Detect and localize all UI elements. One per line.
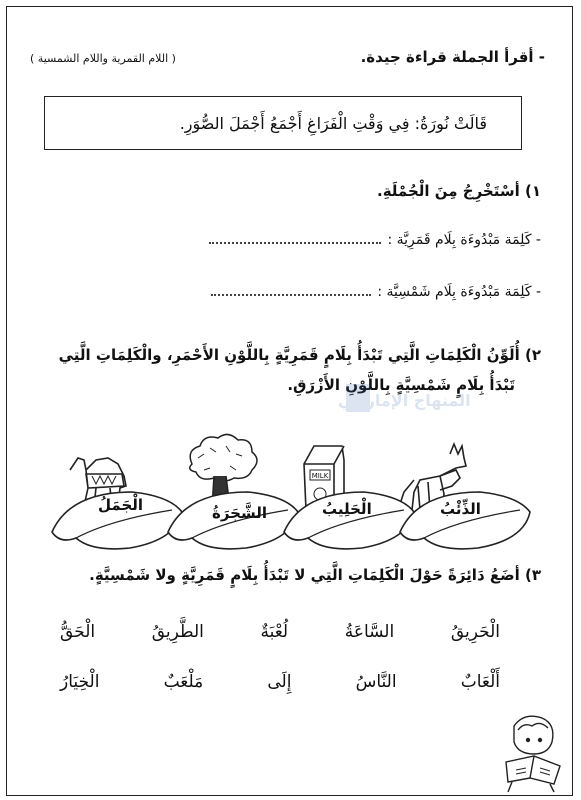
q3-word[interactable]: النَّاسُ: [355, 672, 397, 692]
q3-word[interactable]: مَلْعَبٌ: [163, 672, 204, 692]
q3-word[interactable]: إِلَى: [267, 672, 292, 692]
leaf-word-tree[interactable]: الشَّجَرَةُ: [212, 504, 268, 522]
q3-word[interactable]: الطَّرِيقُ: [151, 622, 204, 642]
reading-sentence: قَالَتْ نُورَةُ: فِي وَقْتِ الْفَرَاغِ أَجْمَعُ أَجْمَلَ الصُّوَرِ.: [179, 113, 487, 133]
answer-line[interactable]: [211, 293, 371, 296]
q3-word[interactable]: الْحَرِيقُ: [450, 622, 500, 642]
answer-line[interactable]: [209, 241, 381, 244]
milk-label: MILK: [311, 472, 329, 480]
q3-word[interactable]: لُعْبَةٌ: [260, 622, 289, 642]
leaf-word-camel[interactable]: الْجَمَلُ: [98, 496, 144, 514]
q1-item-qamari: [209, 232, 541, 248]
q3-word[interactable]: الْحَقُّ: [60, 622, 96, 642]
lesson-topic: ( اللام القمرية واللام الشمسية ): [30, 52, 176, 65]
question-2-line-1: ٢) أُلَوِّنُ الْكَلِمَاتِ الَّتِي تَبْدَأُ بِلَامٍ قَمَرِيَّةٍ بِاللَّوْنِ الأَحْمَرِ، والْكَلِمَاتِ الَّتِي: [58, 346, 541, 364]
question-3-title: ٣) أضَعُ دَائِرَةً حَوْلَ الْكَلِمَاتِ الَّتِي لا تَبْدَأُ بِلَامٍ قَمَرِيَّةٍ ولا شَمْسِيَّةٍ.: [89, 566, 541, 584]
leaf-word-wolf[interactable]: الذِّئْبُ: [440, 500, 481, 518]
watermark-text: المنهاج الإماراتي: [338, 391, 471, 410]
q1-item-label: - كَلِمَة مَبْدُوءَة بِلَام قَمَرِيَّة :: [387, 232, 541, 248]
reading-instruction: - أقرأ الجملة قراءة جيدة.: [360, 48, 545, 66]
q3-word[interactable]: أَلْعَابٌ: [460, 672, 500, 692]
q3-word[interactable]: الْخِيَارُ: [60, 672, 100, 692]
child-reading-icon: [494, 712, 564, 794]
question-1-title: ١) أسْتَخْرِجُ مِنَ الْجُمْلَةِ.: [377, 182, 541, 200]
leaf-word-milk[interactable]: الْحَلِيبُ: [322, 500, 372, 518]
question-2-line-2: تَبْدَأُ بِلَامٍ شَمْسِيَّةٍ بِاللَّوْنِ الأَزْرَقِ.: [287, 376, 515, 394]
sentence-box: [44, 96, 522, 150]
q1-item-shamsi: [211, 284, 541, 300]
q3-word-row-1: [60, 622, 500, 642]
q1-item-label: - كَلِمَة مَبْدُوءَة بِلَام شَمْسِيَّة :: [377, 284, 541, 300]
q3-word[interactable]: السَّاعَةُ: [344, 622, 395, 642]
q3-word-row-2: [60, 672, 500, 692]
pictures-and-leaves: [0, 430, 581, 580]
